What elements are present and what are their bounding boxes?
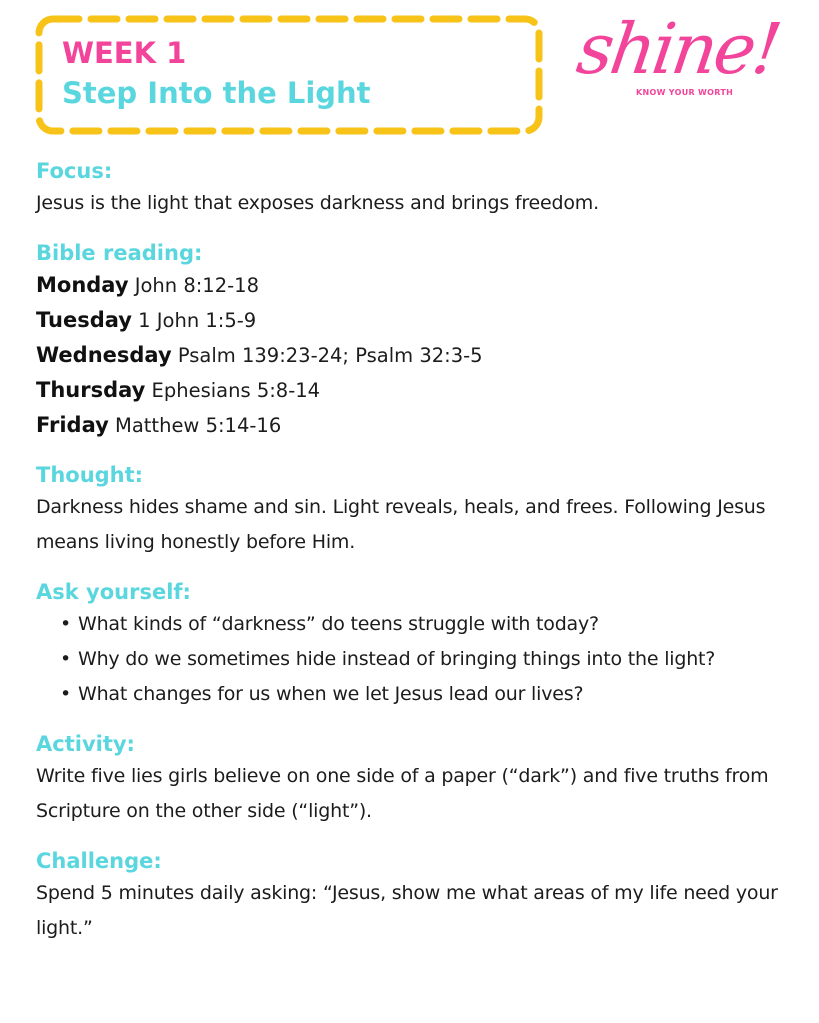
- challenge-text: Spend 5 minutes daily asking: “Jesus, show me what areas of my life need your light.”: [36, 882, 778, 939]
- reading-day: Thursday: [36, 378, 146, 402]
- reading-line: [36, 338, 786, 373]
- bullet-icon: •: [60, 683, 72, 705]
- lesson-content: [36, 156, 786, 966]
- bullet-icon: •: [60, 648, 72, 670]
- reading-ref: 1 John 1:5-9: [138, 309, 257, 332]
- logo-tagline: KNOW YOUR WORTH: [636, 88, 734, 97]
- list-item: [60, 607, 786, 642]
- focus-text: Jesus is the light that exposes darkness and brings freedom.: [36, 192, 599, 214]
- bible-reading-heading: Bible reading:: [36, 241, 203, 265]
- reading-ref: Matthew 5:14-16: [115, 414, 282, 437]
- reading-ref: Psalm 139:23-24; Psalm 32:3-5: [177, 344, 483, 367]
- activity-heading: Activity:: [36, 732, 135, 756]
- focus-heading: Focus:: [36, 159, 113, 183]
- reading-ref: John 8:12-18: [134, 274, 259, 297]
- reading-day: Wednesday: [36, 343, 172, 367]
- question-text: Why do we sometimes hide instead of bringing things into the light?: [78, 648, 716, 670]
- reading-day: Tuesday: [36, 308, 132, 332]
- activity-text: Write five lies girls believe on one side of a paper (“dark”) and five truths from Scripture on the other side (“light”).: [36, 765, 769, 822]
- reading-line: [36, 303, 786, 338]
- bible-reading-section: [36, 238, 786, 443]
- thought-heading: Thought:: [36, 463, 144, 487]
- challenge-heading: Challenge:: [36, 849, 162, 873]
- shine-logo: [572, 8, 784, 106]
- week-label: WEEK 1: [62, 36, 187, 70]
- list-item: [60, 642, 786, 677]
- list-item: [60, 677, 786, 712]
- reading-day: Monday: [36, 273, 129, 297]
- thought-text: Darkness hides shame and sin. Light reveals, heals, and frees. Following Jesus means living honestly before Him.: [36, 496, 766, 553]
- challenge-section: [36, 846, 786, 946]
- week-title: Step Into the Light: [62, 76, 371, 110]
- ask-yourself-section: [36, 577, 786, 712]
- reading-ref: Ephesians 5:8-14: [151, 379, 321, 402]
- ask-yourself-heading: Ask yourself:: [36, 580, 191, 604]
- reading-line: [36, 408, 786, 443]
- question-list: [36, 607, 786, 712]
- logo-word: shine!: [572, 8, 784, 90]
- reading-line: [36, 268, 786, 303]
- question-text: What kinds of “darkness” do teens struggle with today?: [78, 613, 599, 635]
- reading-line: [36, 373, 786, 408]
- activity-section: [36, 729, 786, 829]
- reading-day: Friday: [36, 413, 109, 437]
- focus-section: [36, 156, 786, 221]
- bullet-icon: •: [60, 613, 72, 635]
- week-title-box: [34, 14, 546, 138]
- question-text: What changes for us when we let Jesus lead our lives?: [78, 683, 584, 705]
- thought-section: [36, 460, 786, 560]
